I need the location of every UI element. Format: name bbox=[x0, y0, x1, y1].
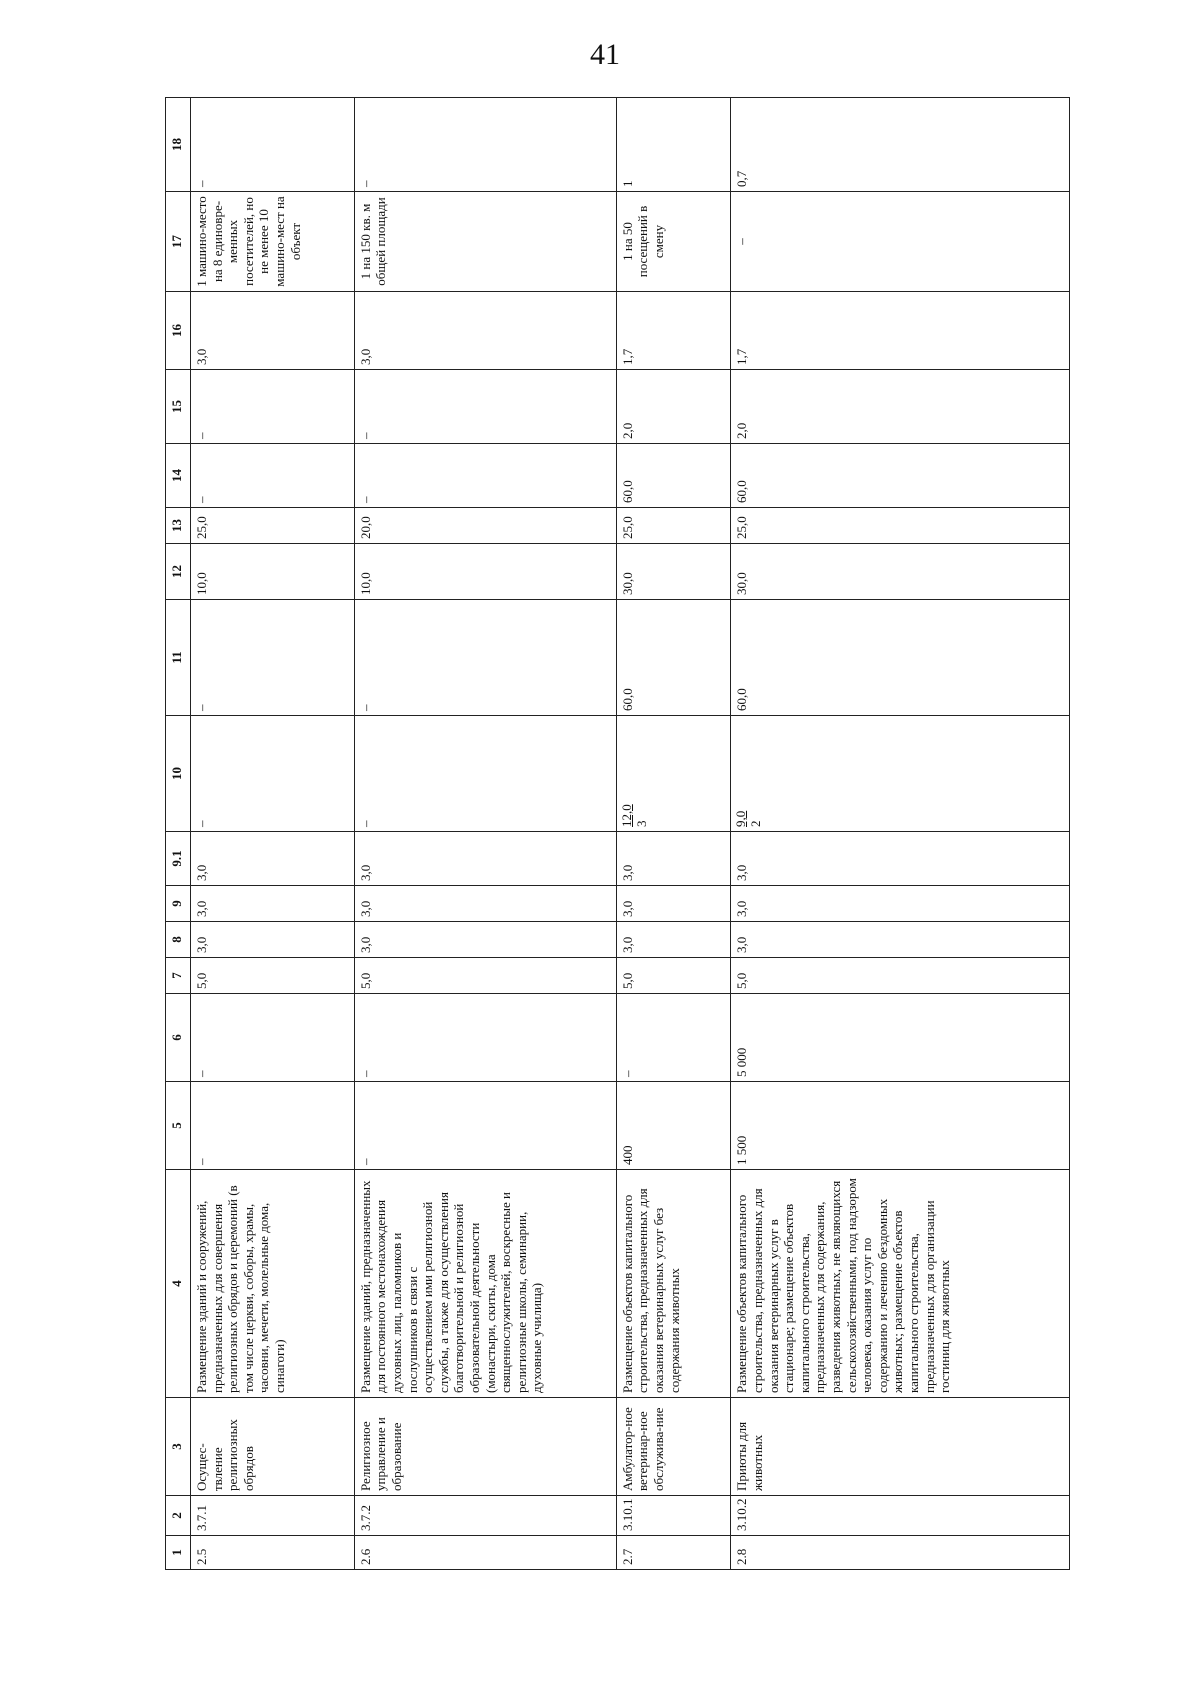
use-code: 3.10.1 bbox=[616, 1496, 731, 1536]
table-row bbox=[191, 98, 355, 1570]
fraction-bottom: 3 bbox=[633, 820, 649, 827]
table-row bbox=[731, 98, 1070, 1570]
use-description: Размещение зданий и сооружений, предназначенных для совершения религиозных обрядов и церемоний (в том числе церкви, соборы, храмы, часовни, мечети, молельные дома, синагоги) bbox=[191, 1170, 355, 1398]
table-cell: 5 000 bbox=[731, 994, 1070, 1082]
table-cell: – bbox=[191, 98, 355, 192]
table-cell: 400 bbox=[616, 1082, 731, 1170]
parking-norm: 1 машино-место на 8 единовре-менных посетителей, но не менее 10 машино-мест на объект bbox=[191, 192, 355, 292]
parking-norm: 1 на 50 посещений в смену bbox=[616, 192, 731, 292]
header-cell: 10 bbox=[166, 716, 191, 832]
table-cell: 60,0 bbox=[731, 444, 1070, 508]
fraction-top: 12,0 bbox=[618, 804, 634, 827]
table-cell: 60,0 bbox=[616, 444, 731, 508]
use-description: Размещение объектов капитального строительства, предназначенных для оказания ветеринарных услуг в стационаре; размещение объектов капитального строительства, предназначенных для содержания, разведения животных, не являющихся сельскохозяйственными, под надзором человека, оказания услуг по содержанию и лечению бездомных животных; размещение объектов капитального строительства, предназначенных для организации гостиниц для животных bbox=[731, 1170, 1070, 1398]
parking-norm: 1 на 150 кв. м общей площади bbox=[354, 192, 616, 292]
table-cell: 10,0 bbox=[354, 544, 616, 600]
header-cell: 18 bbox=[166, 98, 191, 192]
table-container bbox=[165, 112, 1070, 1570]
table-cell bbox=[191, 716, 355, 832]
header-cell: 9.1 bbox=[166, 832, 191, 886]
table-cell bbox=[731, 716, 1070, 832]
row-number: 2.8 bbox=[731, 1536, 1070, 1570]
table-cell: 3,0 bbox=[731, 832, 1070, 886]
use-name: Осущес-твление религиозных обрядов bbox=[191, 1398, 355, 1496]
table-cell: 1,7 bbox=[616, 292, 731, 370]
use-name: Приюты для животных bbox=[731, 1398, 1070, 1496]
table-cell: 3,0 bbox=[731, 922, 1070, 958]
table-cell: 25,0 bbox=[191, 508, 355, 544]
table-cell: – bbox=[354, 600, 616, 716]
fraction-bottom: 2 bbox=[748, 820, 764, 827]
table-cell: 3,0 bbox=[354, 292, 616, 370]
header-cell: 12 bbox=[166, 544, 191, 600]
table-cell bbox=[354, 716, 616, 832]
table-row bbox=[354, 98, 616, 1570]
page-number: 41 bbox=[590, 38, 620, 71]
row-number: 2.6 bbox=[354, 1536, 616, 1570]
use-description: Размещение объектов капитального строительства, предназначенных для оказания ветеринарных услуг без содержания животных bbox=[616, 1170, 731, 1398]
use-name: Религиозное управление и образование bbox=[354, 1398, 616, 1496]
table-cell: 25,0 bbox=[731, 508, 1070, 544]
table-cell: 60,0 bbox=[731, 600, 1070, 716]
table-cell: 25,0 bbox=[616, 508, 731, 544]
table-cell: 5,0 bbox=[191, 958, 355, 994]
use-name: Амбулатор-ное ветеринар-ное обслужива-ние bbox=[616, 1398, 731, 1496]
header-cell: 1 bbox=[166, 1536, 191, 1570]
header-cell: 8 bbox=[166, 922, 191, 958]
table-row bbox=[616, 98, 731, 1570]
header-cell: 9 bbox=[166, 886, 191, 922]
table-cell: – bbox=[191, 444, 355, 508]
table-cell: – bbox=[191, 1082, 355, 1170]
header-cell: 13 bbox=[166, 508, 191, 544]
table-cell: 3,0 bbox=[354, 886, 616, 922]
header-cell: 6 bbox=[166, 994, 191, 1082]
fraction-top: – bbox=[194, 820, 209, 827]
table-cell: 3,0 bbox=[616, 886, 731, 922]
header-cell: 7 bbox=[166, 958, 191, 994]
use-description: Размещение зданий, предназначенных для постоянного местонахождения духовных лиц, паломников и послушников в связи с осуществлением ими религиозной службы, а также для осуществления благотворительной и религиозной образовательной деятельности (монастыри, скиты, дома священнослужителей, воскресные и религиозные школы, семинарии, духовные училища) bbox=[354, 1170, 616, 1398]
table-cell: – bbox=[354, 994, 616, 1082]
table-cell: 5,0 bbox=[616, 958, 731, 994]
fraction-top: – bbox=[357, 820, 373, 827]
table-cell: 60,0 bbox=[616, 600, 731, 716]
table-cell: 2,0 bbox=[731, 370, 1070, 444]
table-cell: – bbox=[616, 994, 731, 1082]
table-cell: 1 500 bbox=[731, 1082, 1070, 1170]
table-cell: 5,0 bbox=[354, 958, 616, 994]
header-cell: 5 bbox=[166, 1082, 191, 1170]
use-code: 3.7.1 bbox=[191, 1496, 355, 1536]
table-cell: – bbox=[191, 600, 355, 716]
fraction-top: 9,0 bbox=[733, 810, 749, 827]
parameters-table bbox=[165, 97, 1070, 1570]
table-cell: 0,7 bbox=[731, 98, 1070, 192]
table-cell: – bbox=[191, 994, 355, 1082]
table-cell: 3,0 bbox=[354, 922, 616, 958]
table-cell bbox=[616, 716, 731, 832]
table-cell: 3,0 bbox=[731, 886, 1070, 922]
table-cell: 3,0 bbox=[191, 886, 355, 922]
table-cell: 1 bbox=[616, 98, 731, 192]
table-cell: 30,0 bbox=[731, 544, 1070, 600]
use-code: 3.10.2 bbox=[731, 1496, 1070, 1536]
header-cell: 11 bbox=[166, 600, 191, 716]
table-cell: 3,0 bbox=[616, 832, 731, 886]
table-cell: – bbox=[191, 370, 355, 444]
table-cell: 20,0 bbox=[354, 508, 616, 544]
header-cell: 17 bbox=[166, 192, 191, 292]
table-cell: – bbox=[354, 370, 616, 444]
table-cell: 3,0 bbox=[191, 922, 355, 958]
parking-norm: – bbox=[731, 192, 1070, 292]
header-cell: 16 bbox=[166, 292, 191, 370]
header-cell: 15 bbox=[166, 370, 191, 444]
row-number: 2.5 bbox=[191, 1536, 355, 1570]
header-cell: 4 bbox=[166, 1170, 191, 1398]
table-cell: 5,0 bbox=[731, 958, 1070, 994]
row-number: 2.7 bbox=[616, 1536, 731, 1570]
table-cell: – bbox=[354, 444, 616, 508]
table-cell: 3,0 bbox=[616, 922, 731, 958]
table-cell: 3,0 bbox=[354, 832, 616, 886]
table-cell: – bbox=[354, 98, 616, 192]
use-code: 3.7.2 bbox=[354, 1496, 616, 1536]
header-cell: 3 bbox=[166, 1398, 191, 1496]
table-cell: 1,7 bbox=[731, 292, 1070, 370]
table-cell: 30,0 bbox=[616, 544, 731, 600]
table-cell: 2,0 bbox=[616, 370, 731, 444]
header-row bbox=[166, 98, 191, 1570]
table-cell: – bbox=[354, 1082, 616, 1170]
header-cell: 2 bbox=[166, 1496, 191, 1536]
table-cell: 3,0 bbox=[191, 292, 355, 370]
header-cell: 14 bbox=[166, 444, 191, 508]
table-cell: 3,0 bbox=[191, 832, 355, 886]
table-cell: 10,0 bbox=[191, 544, 355, 600]
